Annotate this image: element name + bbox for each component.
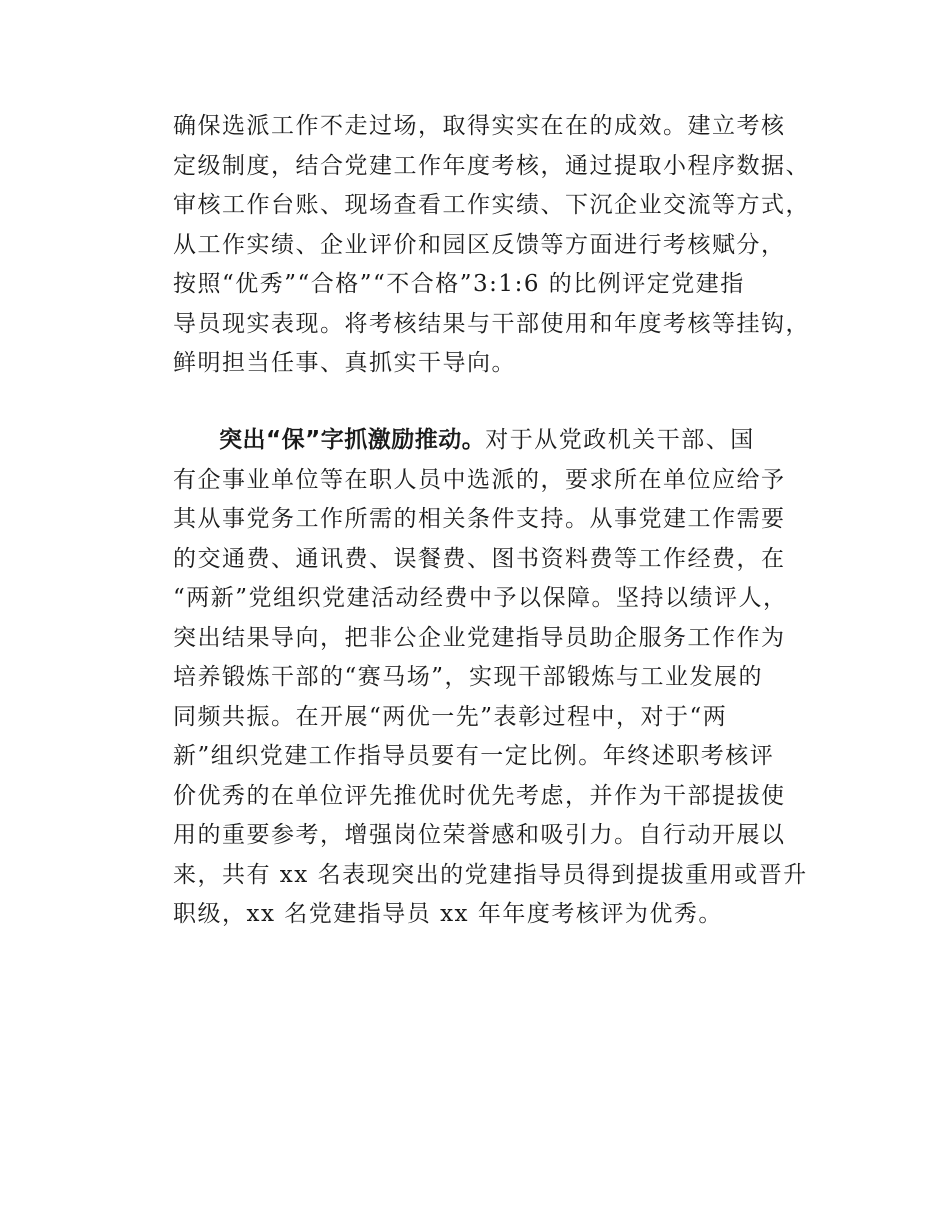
paragraph-line: 有企事业单位等在职人员中选派的，要求所在单位应给予 [173,466,786,493]
paragraph-line: 来，共有 xx 名表现突出的党建指导员得到提拔重用或晋升 [173,861,808,888]
paragraph-line: 培养锻炼干部的“赛马场”，实现干部锻炼与工业发展的 [173,664,764,690]
paragraph-line: 价优秀的在单位评先推优时优先考虑，并作为干部提拔使 [173,782,786,809]
paragraph-line: 新”组织党建工作指导员要有一定比例。年终述职考核评 [173,743,775,769]
paragraph-line: 同频共振。在开展“两优一先”表彰过程中，对于“两 [173,703,728,730]
paragraph-line: 职级，xx 名党建指导员 xx 年年度考核评为优秀。 [173,901,723,927]
paragraph-first-line-text: 对于从党政机关干部、国 [485,427,755,453]
paragraph-line: 导员现实表现。将考核结果与干部使用和年度考核等挂钩， [173,310,810,337]
paragraph-line: 其从事党务工作所需的相关条件支持。从事党建工作需要 [173,506,786,532]
paragraph-line: 从工作实绩、企业评价和园区反馈等方面进行考核赋分， [173,231,786,258]
paragraph-assessment [173,107,813,384]
paragraph-line: 的交通费、通讯费、误餐费、图书资料费等工作经费，在 [173,545,786,572]
paragraph-line: 突出结果导向，把非公企业党建指导员助企服务工作作为 [173,624,786,651]
paragraph-first-line [173,421,813,461]
paragraph-line: 确保选派工作不走过场，取得实实在在的成效。建立考核 [173,113,786,139]
paragraph-line: 按照“优秀”“合格”“不合格”3:1:6 的比例评定党建指 [173,271,745,297]
paragraph-incentive [173,421,813,935]
paragraph-lead-heading: 突出“保”字抓激励推动。 [219,427,486,453]
paragraph-line: “两新”党组织党建活动经费中予以保障。坚持以绩评人， [173,585,788,611]
paragraph-line: 鲜明担当任事、真抓实干导向。 [173,350,516,376]
paragraph-line: 定级制度，结合党建工作年度考核，通过提取小程序数据、 [173,152,810,179]
paragraph-line: 审核工作台账、现场查看工作实绩、下沉企业交流等方式， [173,192,810,218]
paragraph-line: 用的重要参考，增强岗位荣誉感和吸引力。自行动开展以 [173,822,786,848]
